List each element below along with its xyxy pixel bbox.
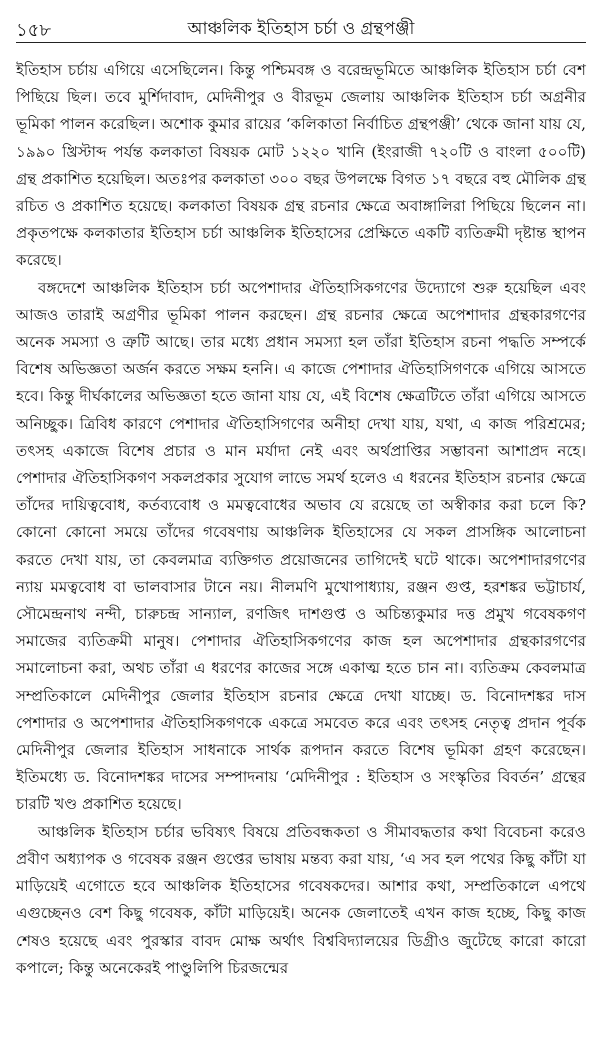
body-text: [16, 57, 586, 982]
paragraph-3: আঞ্চলিক ইতিহাস চর্চার ভবিষ্যৎ বিষয়ে প্রতিবন্ধকতা ও সীমাবদ্ধতার কথা বিবেচনা করেও প্রবীণ অধ্যাপক ও গবেষক রঞ্জন গুপ্তের ভাষায় মন্তব্য করা যায়, ‘এ সব হল পথের কিছু কাঁটা যা মাড়িয়েই এগোতে হবে আঞ্চলিক ইতিহাসের গবেষকদের। আশার কথা, সম্প্রতিকালে এপথে এগুচ্ছেনও বেশ কিছু গবেষক, কাঁটা মাড়িয়েই। অনেক জেলাতেই এখন কাজ হচ্ছে, কিছু কাজ শেষও হয়েছে এবং পুরস্কার বাবদ মোক্ষ অর্থাৎ বিশ্ববিদ্যালয়ের ডিগ্রীও জুটেছে কারো কারো কপালে; কিন্তু অনেকেরই পাণ্ডুলিপি চিরজন্মের: [16, 822, 586, 977]
running-title: আঞ্চলিক ইতিহাস চর্চা ও গ্রন্থপঞ্জী: [187, 19, 415, 39]
page-number: ১৫৮: [16, 20, 52, 41]
paragraph-2: বঙ্গদেশে আঞ্চলিক ইতিহাস চর্চা অপেশাদার ঐতিহাসিকগণের উদ্যোগে শুরু হয়েছিল এবং আজও তারাই অগ্রণীর ভূমিকা পালন করছেন। গ্রন্থ রচনার ক্ষেত্রে অপেশাদার গ্রন্থকারগণের অনেক সমস্যা ও ত্রুটি আছে। তার মধ্যে প্রধান সমস্যা হল তাঁরা ইতিহাস রচনা পদ্ধতি সম্পর্কে বিশেষ অভিজ্ঞতা অর্জন করতে সক্ষম হননি। এ কাজে পেশাদার ঐতিহাসিগণকে এগিয়ে আসতে হবে। কিন্তু দীর্ঘকালের অভিজ্ঞতা হতে জানা যায় যে, এই বিশেষ ক্ষেত্রটিতে তাঁরা এগিয়ে আসতে অনিচ্ছুক। ত্রিবিধ কারণে পেশাদার ঐতিহাসিগণের অনীহা দেখা যায়, যথা, এ কাজ পরিশ্রমের; তৎসহ একাজে বিশেষ প্রচার ও মান মর্যাদা নেই এবং অর্থপ্রাপ্তির সম্ভাবনা আশাপ্রদ নহে। পেশাদার ঐতিহাসিকগণ সকলপ্রকার সুযোগ লাভে সমর্থ হলেও এ ধরনের ইতিহাস রচনার ক্ষেত্রে তাঁদের দায়িত্ববোধ, কর্তব্যবোধ ও মমত্ববোধের অভাব যে রয়েছে তা অস্বীকার করা চলে কি? কোনো কোনো সময়ে তাঁদের গবেষণায় আঞ্চলিক ইতিহাসের যে সকল প্রাসঙ্গিক আলোচনা করতে দেখা যায়, তা কেবলমাত্র ব্যক্তিগত প্রয়োজনের তাগিদেই ঘটে থাকে। অপেশাদারগণের ন্যায় মমত্ববোধ বা ভালবাসার টানে নয়। নীলমণি মুখোপাধ্যায়, রঞ্জন গুপ্ত, হরশঙ্কর ভট্টাচার্য, সৌমেন্দ্রনাথ নন্দী, চারুচন্দ্র সান্যাল, রণজিৎ দাশগুপ্ত ও অচিন্ত্যকুমার দত্ত প্রমুখ গবেষকগণ সমাজের ব্যতিক্রমী মানুষ। পেশাদার ঐতিহাসিকগণের কাজ হল অপেশাদার গ্রন্থকারগণের সমালোচনা করা, অথচ তাঁরা এ ধরণের কাজের সঙ্গে একাত্ম হতে চান না। ব্যতিক্রম কেবলমাত্র সম্প্রতিকালে মেদিনীপুর জেলার ইতিহাস রচনার ক্ষেত্রে দেখা যাচ্ছে। ড. বিনোদশঙ্কর দাস পেশাদার ও অপেশাদার ঐতিহাসিকগণকে একত্রে সমবেত করে এবং তৎসহ নেতৃত্ব প্রদান পূর্বক মেদিনীপুর জেলার ইতিহাস সাধনাকে সার্থক রূপদান করতে বিশেষ ভূমিকা গ্রহণ করেছেন। ইতিমধ্যে ড. বিনোদশঙ্কর দাসের সম্পাদনায় ‘মেদিনীপুর : ইতিহাস ও সংস্কৃতির বিবর্তন’ গ্রন্থের চারটি খণ্ড প্রকাশিত হয়েছে।: [16, 278, 586, 814]
page-header: [16, 12, 586, 43]
paragraph-1: ইতিহাস চর্চায় এগিয়ে এসেছিলেন। কিন্তু পশ্চিমবঙ্গ ও বরেন্দ্রভূমিতে আঞ্চলিক ইতিহাস চর্চা বেশ পিছিয়ে ছিল। তবে মুর্শিদাবাদ, মেদিনীপুর ও বীরভূম জেলায় আঞ্চলিক ইতিহাস চর্চা অগ্রনীর ভূমিকা পালন করেছিল। অশোক কুমার রায়ের ‘কলিকাতা নির্বাচিত গ্রন্থপঞ্জী’ থেকে জানা যায় যে, ১৯৯০ খ্রিস্টাব্দ পর্যন্ত কলকাতা বিষয়ক মোট ১২২০ খানি (ইংরাজী ৭২০টি ও বাংলা ৫০০টি) গ্রন্থ প্রকাশিত হয়েছিল। অতঃপর কলকাতা ৩০০ বছর উপলক্ষে বিগত ১৭ বছরে বহু মৌলিক গ্রন্থ রচিত ও প্রকাশিত হয়েছে। কলকাতা বিষয়ক গ্রন্থ রচনার ক্ষেত্রে অবাঙ্গালিরা পিছিয়ে ছিলেন না। প্রকৃতপক্ষে কলকাতার ইতিহাস চর্চা আঞ্চলিক ইতিহাসের প্রেক্ষিতে একটি ব্যতিক্রমী দৃষ্টান্ত স্থাপন করেছে।: [16, 61, 586, 270]
